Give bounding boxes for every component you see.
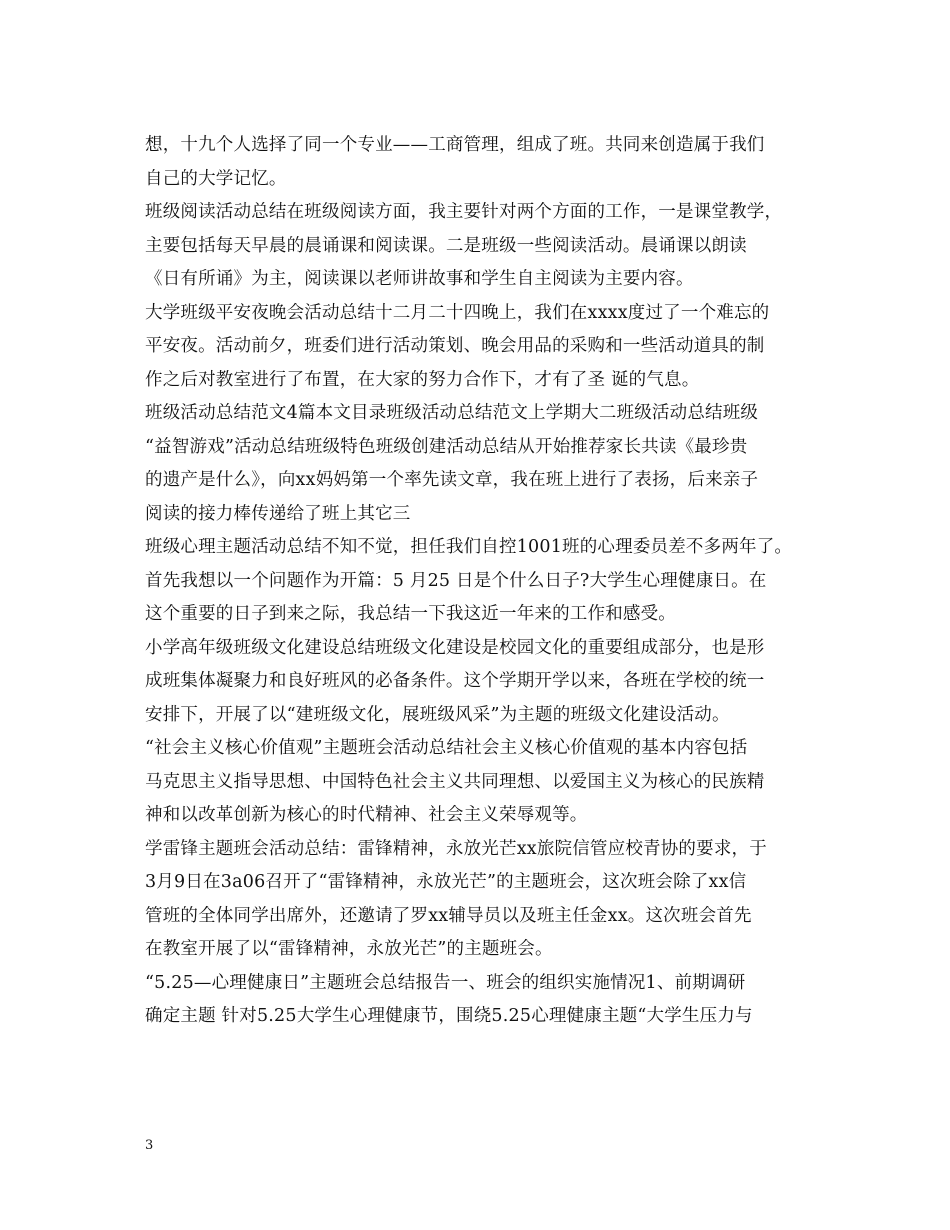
text-line: 安排下，开展了以“建班级文化，展班级风采”为主题的班级文化建设活动。 [145,704,730,725]
text-line: 首先我想以一个问题作为开篇：5 月25 日是个什么日子?大学生心理健康日。在 [145,570,767,591]
text-line: 阅读的接力棒传递给了班上其它三 [145,503,411,524]
text-line: 成班集体凝聚力和良好班风的必备条件。这个学期开学以来，各班在学校的统一 [145,671,765,691]
text-line: “社会主义核心价值观”主题班会活动总结社会主义核心价值观的基本内容包括 [145,738,748,758]
text-line: 确定主题 针对5.25大学生心理健康节，围绕5.25心理健康主题“大学生压力与 [145,1006,753,1026]
text-line: 班级活动总结范文4篇本文目录班级活动总结范文上学期大二班级活动总结班级 [145,403,759,423]
page-number: 3 [145,1138,154,1153]
text-line: 小学高年级班级文化建设总结班级文化建设是校园文化的重要组成部分，也是形 [145,637,765,658]
text-line: 3月9日在3a06召开了“雷锋精神，永放光芒”的主题班会，这次班会除了xx信 [145,872,747,892]
text-line: 马克思主义指导思想、中国特色社会主义共同理想、以爱国主义为核心的民族精 [145,771,765,792]
text-line: 学雷锋主题班会活动总结：雷锋精神，永放光芒xx旅院信管应校青协的要求，于 [145,838,767,859]
text-line: 自己的大学记忆。 [145,168,287,189]
text-line: 这个重要的日子到来之际，我总结一下我这近一年来的工作和感受。 [145,604,676,624]
text-line: 主要包括每天早晨的晨诵课和阅读课。二是班级一些阅读活动。晨诵课以朗读 [145,235,747,256]
text-line: “益智游戏”活动总结班级特色班级创建活动总结从开始推荐家长共读《最珍贵 [145,436,748,457]
text-line: 神和以改革创新为核心的时代精神、社会主义荣辱观等。 [145,805,588,825]
text-line: 班级阅读活动总结在班级阅读方面，我主要针对两个方面的工作，一是课堂教学， [145,202,783,222]
text-line: 作之后对教室进行了布置，在大家的努力合作下，才有了圣 诞的气息。 [145,369,700,390]
text-line: 班级心理主题活动总结不知不觉，担任我们自控1001班的心理委员差不多两年了。 [145,537,793,557]
text-line: 的遗产是什么》，向xx妈妈第一个率先读文章，我在班上进行了表扬，后来亲子 [145,470,759,490]
text-line: “5.25—心理健康日”主题班会总结报告一、班会的组织实施情况1、前期调研 [145,972,746,993]
text-line: 平安夜。活动前夕，班委们进行活动策划、晚会用品的采购和一些活动道具的制 [145,336,765,356]
text-line: 管班的全体同学出席外，还邀请了罗xx辅导员以及班主任金xx。这次班会首先 [145,905,752,926]
text-line: 大学班级平安夜晚会活动总结十二月二十四晚上，我们在xxxx度过了一个难忘的 [145,302,770,323]
text-line: 《日有所诵》为主，阅读课以老师讲故事和学生自主阅读为主要内容。 [145,269,694,289]
text-line: 想，十九个人选择了同一个专业——工商管理，组成了班。共同来创造属于我们 [145,135,765,155]
text-line: 在教室开展了以“雷锋精神，永放光芒”的主题班会。 [145,939,553,959]
body-text [145,129,825,1034]
